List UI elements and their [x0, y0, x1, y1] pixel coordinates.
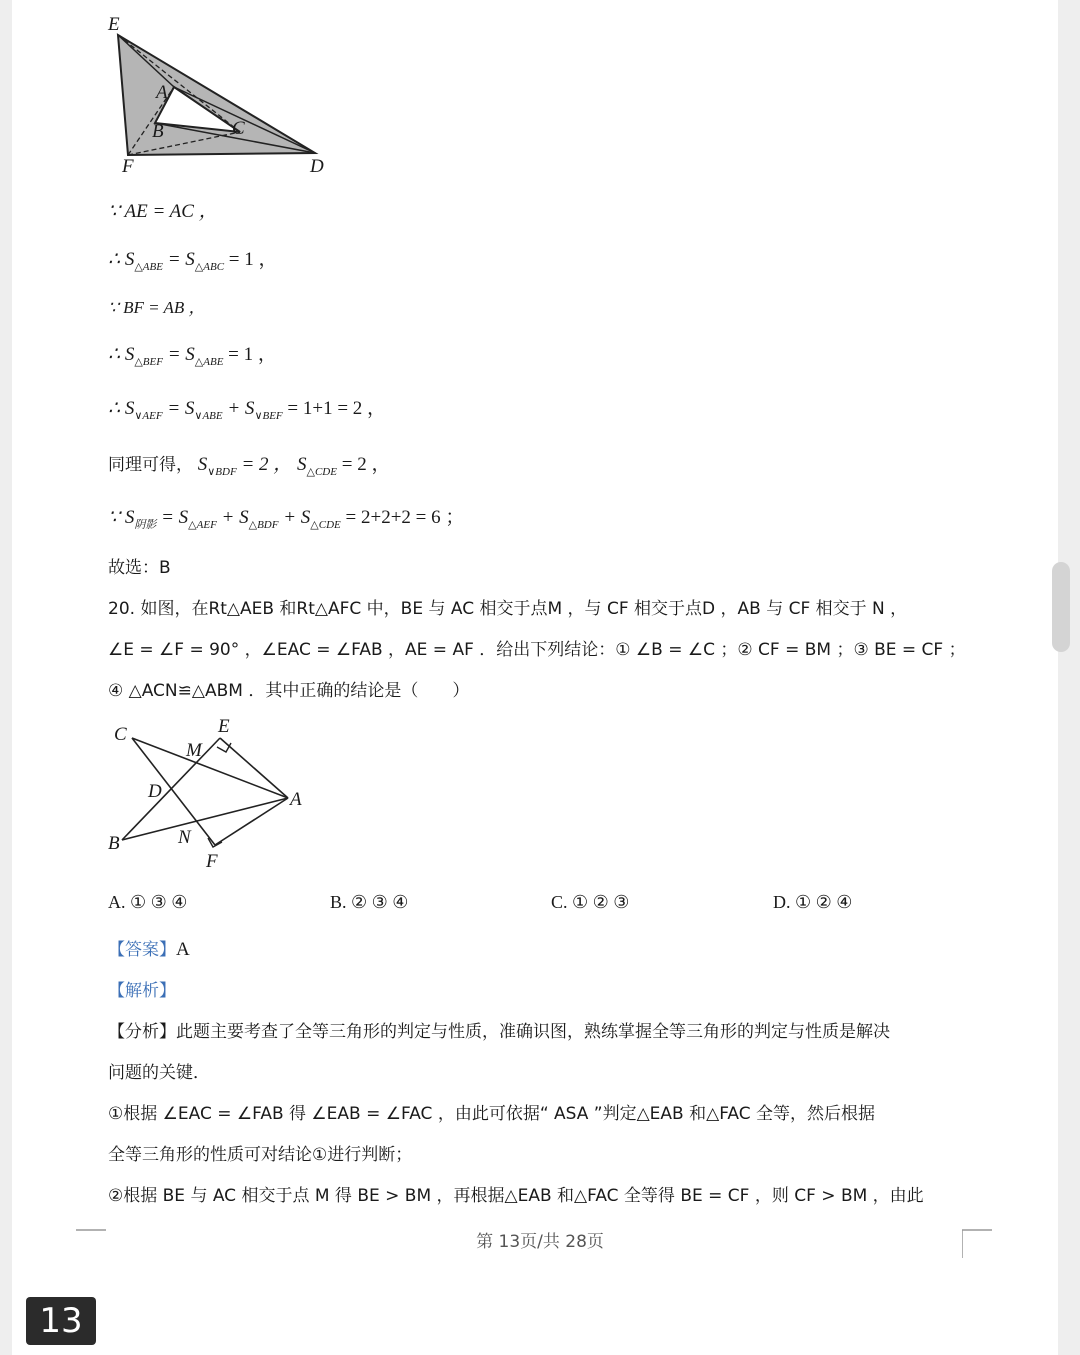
label-C: C	[114, 724, 127, 745]
label-A: A	[156, 82, 168, 103]
label-D: D	[148, 781, 162, 802]
analysis-p3: ①根据 ∠EAC = ∠FAB 得 ∠EAB = ∠FAC ，由此可依据“ ASA ”判定△EAB 和△FAC 全等，然后根据	[108, 1104, 876, 1124]
question-line-2: ∠E = ∠F = 90° ，∠EAC = ∠FAB ，AE = AF ．给出下列结论：① ∠B = ∠C ；② CF = BM ；③ BE = CF ；	[108, 640, 966, 660]
option-a[interactable]: A. ① ③ ④	[108, 892, 188, 912]
label-B: B	[152, 121, 164, 142]
label-E: E	[108, 14, 120, 35]
proof-line-3: ∵ BF = AB ，	[108, 298, 206, 317]
answer-line: 【答案】A	[108, 939, 190, 960]
option-d[interactable]: D. ① ② ④	[773, 892, 853, 912]
analysis-p2: 问题的关键．	[108, 1063, 210, 1083]
label-C: C	[232, 118, 245, 139]
analysis-tag: 【解析】	[108, 981, 176, 1001]
analysis-p1: 【分析】此题主要考查了全等三角形的判定与性质，准确识图，熟练掌握全等三角形的判定与性质是解决	[108, 1022, 890, 1042]
question-line-3: ④ △ACN≌△ABM ．其中正确的结论是（ ）	[108, 681, 470, 701]
page-footer: 第 13页/共 28页	[476, 1232, 604, 1252]
figure-two-right-triangles	[100, 712, 320, 877]
proof-line-2: ∴ $S_{\triangle ABE} = S_{\triangle ABC} = 1$ ，	[108, 249, 278, 273]
label-E: E	[218, 716, 230, 737]
page-number-badge: 13	[26, 1297, 96, 1345]
analysis-p4: 全等三角形的性质可对结论①进行判断；	[108, 1145, 413, 1165]
proof-line-6: 同理可得， $S_{\vee BDF} = 2$ ， $S_{\triangle CDE} = 2$ ，	[108, 454, 391, 478]
label-B: B	[108, 833, 120, 854]
option-c[interactable]: C. ① ② ③	[551, 892, 630, 912]
proof-line-1: ∵ AE = AC ，	[108, 201, 218, 222]
figure-triangle-shaded	[100, 10, 340, 180]
label-F: F	[122, 156, 134, 177]
proof-line-7: ∵ $S_{阴影} = S_{\triangle AEF} + S_{\triangle BDF} + S_{\triangle CDE} = 2+2+2 = 6$ ；	[108, 507, 465, 531]
option-b[interactable]: B. ② ③ ④	[330, 892, 409, 912]
proof-conclusion: 故选：B	[108, 558, 171, 578]
label-M: M	[186, 740, 202, 761]
proof-line-5: ∴ $S_{\vee AEF} = S_{\vee ABE} + S_{\vee BEF} = 1+1 = 2$ ，	[108, 398, 387, 422]
scrollbar-thumb[interactable]	[1052, 562, 1070, 652]
label-N: N	[178, 827, 191, 848]
proof-line-4: ∴ $S_{\triangle BEF} = S_{\triangle ABE} = 1$ ，	[108, 344, 277, 368]
label-D: D	[310, 156, 324, 177]
label-A: A	[290, 789, 302, 810]
label-F: F	[206, 851, 218, 872]
analysis-p5: ②根据 BE 与 AC 相交于点 M 得 BE > BM ，再根据△EAB 和△FAC 全等得 BE = CF ，则 CF > BM ，由此	[108, 1186, 924, 1206]
question-line-1: 20. 如图，在Rt△AEB 和Rt△AFC 中，BE 与 AC 相交于点M ，与 CF 相交于点D ，AB 与 CF 相交于 N ，	[108, 599, 908, 619]
